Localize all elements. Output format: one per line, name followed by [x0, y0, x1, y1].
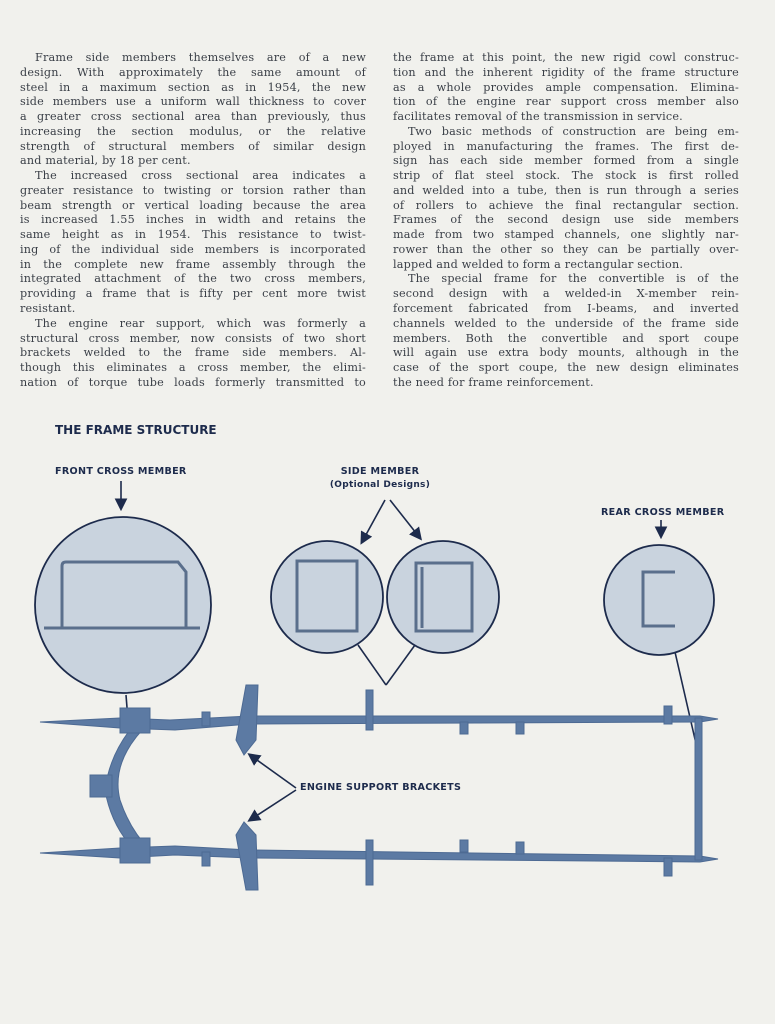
text-line: Frames of the second design use side members: [393, 213, 739, 227]
text-line: ing of the individual side members is incorporated: [20, 242, 366, 256]
text-line: design. With approximately the same amount of: [20, 65, 366, 79]
text-line: is increased 1.55 inches in width and retains the: [20, 213, 366, 227]
text-line: will again use extra body mounts, although in the: [393, 346, 739, 360]
text-line: ployed in manufacturing the frames. The first de-: [393, 139, 739, 153]
text-line: and material, by 18 per cent.: [20, 154, 191, 168]
label-rear-cross-member: REAR CROSS MEMBER: [601, 507, 725, 518]
label-engine-support-brackets: ENGINE SUPPORT BRACKETS: [300, 782, 462, 793]
text-line: side members use a uniform wall thickness to cover: [20, 95, 366, 109]
text-line: strength of structural members of similar design: [20, 139, 366, 153]
text-line: greater resistance to twisting or torsion rather than: [20, 183, 366, 197]
text-line: The engine rear support, which was formerly a: [35, 316, 366, 330]
text-line: and welded into a tube, then is run through a series: [393, 183, 739, 197]
text-line: providing a frame that is fifty per cent more twist: [20, 287, 366, 301]
text-line: beam strength or vertical loading because the area: [20, 198, 366, 212]
figure-title: THE FRAME STRUCTURE: [55, 423, 217, 437]
rear-cross-member-circle: [604, 545, 714, 655]
text-line: Two basic methods of construction are being em-: [408, 124, 739, 138]
text-line: made from two stamped channels, one slightly nar-: [393, 228, 739, 242]
text-line: second design with a welded-in X-member rein-: [393, 287, 739, 301]
label-side-member: SIDE MEMBER: [340, 466, 420, 477]
text-line: rower than the other so they can be partially over-: [393, 242, 739, 256]
text-line: The special frame for the convertible is of the: [408, 272, 739, 286]
text-line: the need for frame reinforcement.: [393, 375, 594, 389]
text-line: brackets welded to the frame side members. Al-: [20, 346, 366, 360]
text-line: as a whole provides ample compensation. Elimina-: [393, 80, 739, 94]
text-line: a greater cross sectional area than previously, thus: [20, 110, 366, 124]
cross-section-circles: [35, 517, 714, 693]
text-line: though this eliminates a cross member, the elimi-: [20, 361, 366, 375]
text-line: integrated attachment of the two cross members,: [20, 272, 366, 286]
callout-arrows: [121, 481, 697, 820]
text-line: Frame side members themselves are of a new: [35, 51, 366, 64]
text-line: nation of torque tube loads formerly transmitted to: [20, 375, 366, 389]
text-line: case of the sport coupe, the new design eliminates: [393, 361, 739, 375]
text-line: tion of the engine rear support cross member also: [393, 95, 739, 109]
text-line: in the complete new frame assembly through the: [20, 257, 366, 271]
text-line: lapped and welded to form a rectangular section.: [393, 257, 684, 271]
text-line: forcement fabricated from I-beams, and inverted: [393, 302, 739, 316]
text-line: structural cross member, now consists of two short: [20, 331, 366, 345]
text-line: steel in a maximum section as in 1954, the new: [20, 80, 366, 94]
side-member-circle-2: [387, 541, 499, 653]
text-line: increasing the section modulus, or the relative: [20, 124, 366, 138]
text-line: tion and the inherent rigidity of the frame structure: [393, 65, 739, 79]
label-side-member-sub: (Optional Designs): [329, 480, 431, 490]
text-line: members. Both the convertible and sport coupe: [393, 331, 739, 345]
text-line: strip of flat steel stock. The stock is first rolled: [393, 169, 739, 183]
text-line: channels welded to the underside of the frame side: [393, 316, 739, 330]
text-line: The increased cross sectional area indicates a: [35, 169, 366, 183]
text-line: same height as in 1954. This resistance to twist-: [20, 228, 366, 242]
chassis-frame: [40, 685, 718, 890]
text-line: the frame at this point, the new rigid cowl construc-: [393, 51, 739, 64]
label-front-cross-member: FRONT CROSS MEMBER: [55, 466, 187, 477]
text-line: sign has each side member formed from a single: [393, 154, 739, 168]
side-member-circle-1: [271, 541, 383, 653]
text-line: of rollers to achieve the final rectangular section.: [393, 198, 739, 212]
text-line: resistant.: [20, 302, 76, 316]
text-line: facilitates removal of the transmission in service.: [393, 110, 683, 124]
